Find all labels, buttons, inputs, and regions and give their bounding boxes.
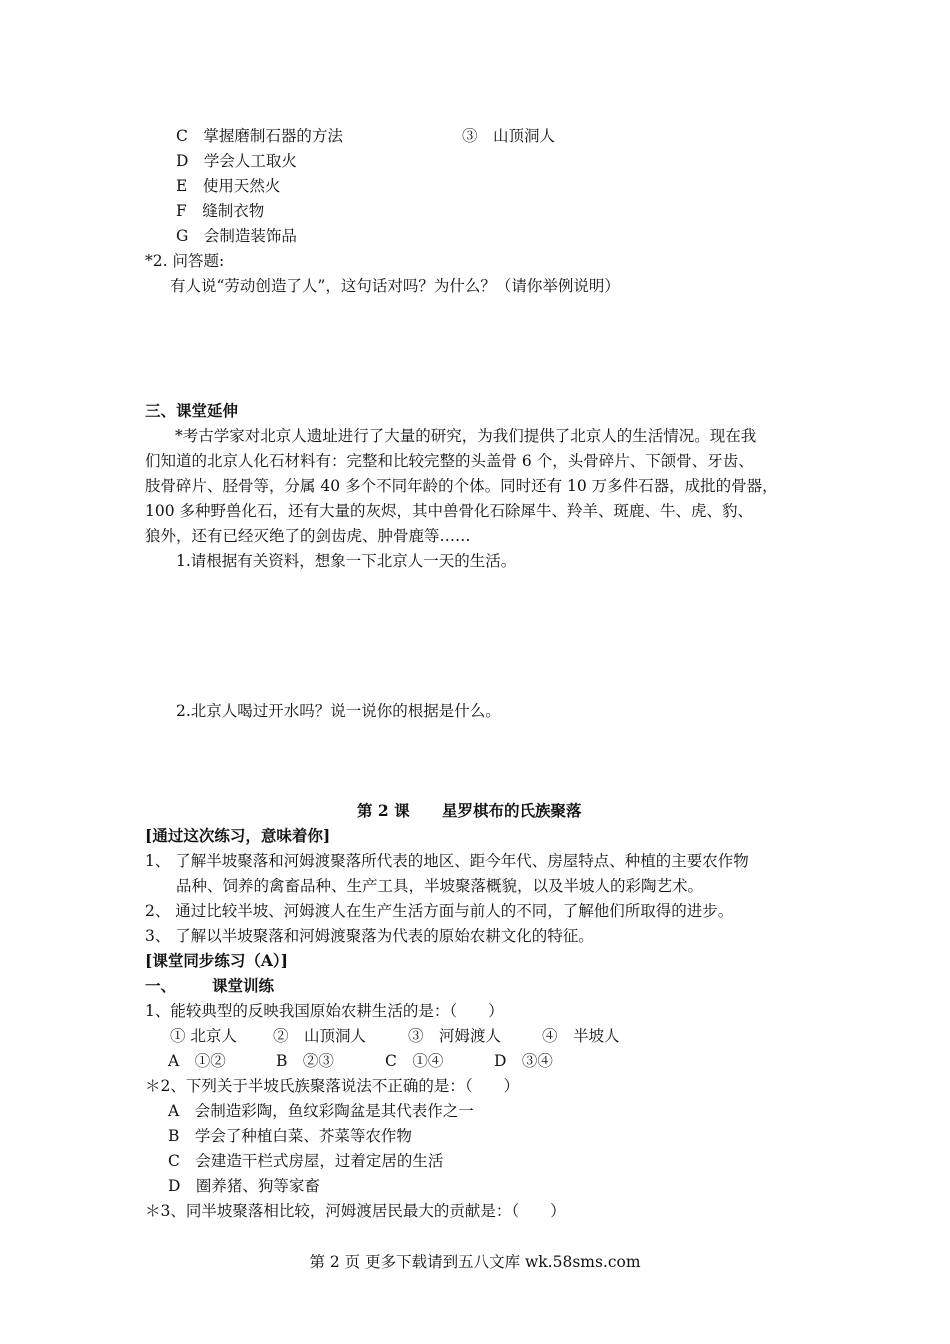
q1-stem: 1、能较典型的反映我国原始农耕生活的是：（ ） — [145, 1002, 504, 1020]
match-item-3: ③ 山顶洞人 — [462, 127, 556, 145]
goal-line: 1、 了解半坡聚落和河姆渡聚落所代表的地区、距今年代、房屋特点、种植的主要农作物 — [145, 852, 749, 870]
goal-line: 品种、饲养的禽畜品种、生产工具，半坡聚落概貌，以及半坡人的彩陶艺术。 — [176, 877, 704, 895]
section3-para-line: 狼外，还有已经灭绝了的剑齿虎、肿骨鹿等…… — [145, 527, 471, 545]
q1-option: ① 北京人 — [170, 1027, 237, 1045]
q1-answer: A ①② — [168, 1052, 226, 1070]
q2-stem: ＊2、下列关于半坡氏族聚落说法不正确的是：（ ） — [145, 1077, 520, 1095]
q2-option: B 学会了种植白菜、芥菜等农作物 — [168, 1127, 412, 1145]
practice-heading: [课堂同步练习（A）] — [145, 951, 288, 970]
q3-stem: ＊3、同半坡聚落相比较，河姆渡居民最大的贡献是：（ ） — [145, 1202, 566, 1220]
training-label: 课堂训练 — [212, 976, 275, 995]
match-item-f: F 缝制衣物 — [176, 202, 265, 220]
q1-option: ④ 半坡人 — [542, 1027, 620, 1045]
q2-title: *2. 问答题: — [145, 252, 225, 270]
match-item-d: D 学会人工取火 — [176, 152, 297, 170]
section3-q2: 2.北京人喝过开水吗？说一说你的根据是什么。 — [176, 702, 501, 720]
section3-para-line: *考古学家对北京人遗址进行了大量的研究，为我们提供了北京人的生活情况。现在我 — [175, 427, 757, 445]
goal-line: 3、 了解以半坡聚落和河姆渡聚落为代表的原始农耕文化的特征。 — [145, 927, 594, 945]
lesson-title: 星罗棋布的氏族聚落 — [442, 801, 582, 820]
match-item-e: E 使用天然火 — [176, 177, 281, 195]
section3-para-line: 们知道的北京人化石材料有：完整和比较完整的头盖骨 6 个，头骨碎片、下颌骨、牙齿、 — [145, 452, 754, 470]
q2-option: C 会建造干栏式房屋，过着定居的生活 — [168, 1152, 444, 1170]
q1-answer: C ①④ — [385, 1052, 444, 1070]
match-item-c: C 掌握磨制石器的方法 — [176, 127, 343, 145]
q1-option: ③ 河姆渡人 — [408, 1027, 502, 1045]
q1-answer: B ②③ — [276, 1052, 334, 1070]
goals-heading: [通过这次练习，意味着你] — [145, 826, 331, 845]
goal-line: 2、 通过比较半坡、河姆渡人在生产生活方面与前人的不同，了解他们所取得的进步。 — [145, 902, 734, 920]
q1-option: ② 山顶洞人 — [273, 1027, 367, 1045]
q1-answer: D ③④ — [494, 1052, 553, 1070]
lesson-number: 第 2 课 — [357, 801, 410, 820]
q2-question: 有人说“劳动创造了人”，这句话对吗？为什么？（请你举例说明） — [170, 277, 620, 295]
section3-heading: 三、课堂延伸 — [145, 401, 239, 420]
section3-para-line: 100 多种野兽化石，还有大量的灰烬，其中兽骨化石除犀牛、羚羊、斑鹿、牛、虎、豹、 — [145, 502, 754, 520]
training-number: 一、 — [145, 976, 177, 995]
q2-option: D 圈养猪、狗等家畜 — [168, 1177, 320, 1195]
page-footer: 第 2 页 更多下载请到五八文库 wk.58sms.com — [309, 1253, 641, 1271]
section3-para-line: 肢骨碎片、胫骨等，分属 40 多个不同年龄的个体。同时还有 10 万多件石器，成批的骨器， — [145, 477, 778, 495]
section3-q1: 1.请根据有关资料，想象一下北京人一天的生活。 — [176, 552, 517, 570]
q2-option: A 会制造彩陶，鱼纹彩陶盆是其代表作之一 — [168, 1102, 474, 1120]
match-item-g: G 会制造装饰品 — [176, 227, 297, 245]
